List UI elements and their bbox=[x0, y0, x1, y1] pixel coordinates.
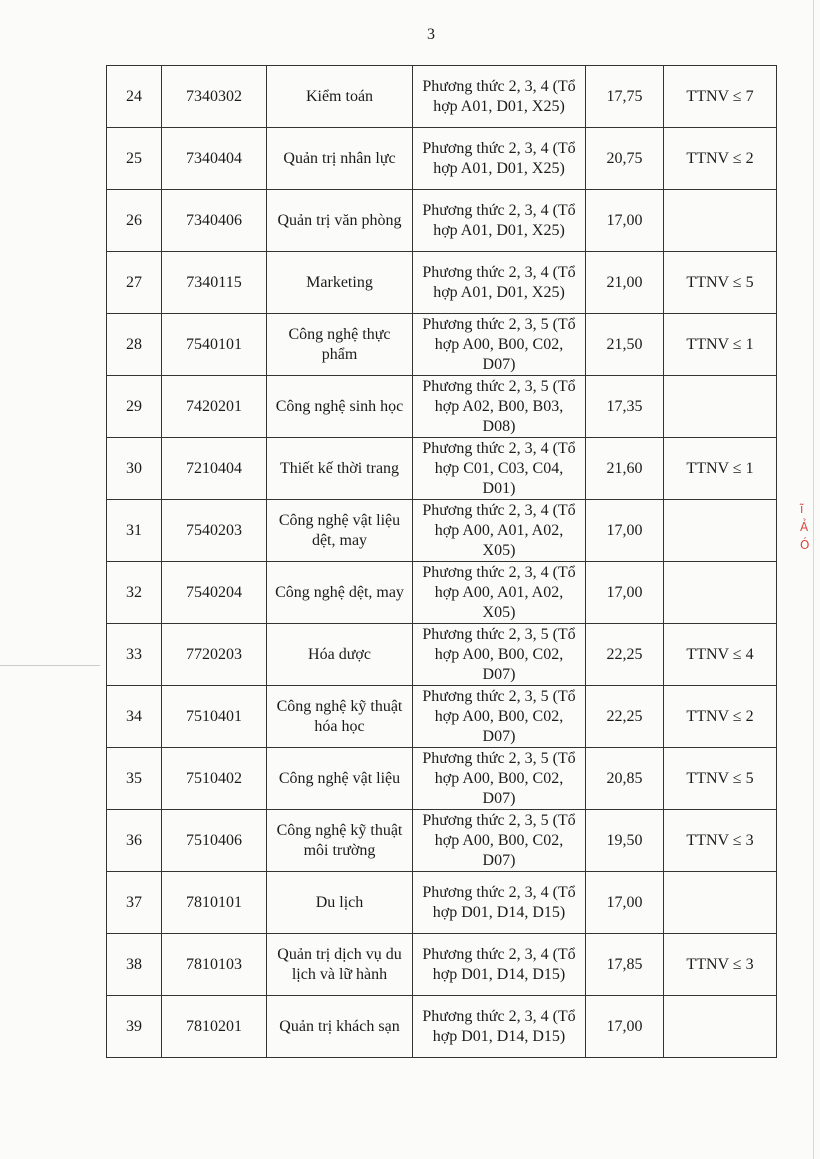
major-code-cell: 7340406 bbox=[162, 190, 267, 252]
major-name-cell: Quản trị nhân lực bbox=[267, 128, 413, 190]
row-number-cell: 37 bbox=[107, 872, 162, 934]
table-row bbox=[107, 996, 777, 1058]
major-name-cell: Du lịch bbox=[267, 872, 413, 934]
table-row bbox=[107, 934, 777, 996]
priority-note-cell: TTNV ≤ 1 bbox=[664, 438, 777, 500]
major-code-cell: 7510401 bbox=[162, 686, 267, 748]
row-number-cell: 28 bbox=[107, 314, 162, 376]
priority-note-cell bbox=[664, 376, 777, 438]
admission-method-cell: Phương thức 2, 3, 5 (Tổ hợp A00, B00, C02, D07) bbox=[413, 686, 586, 748]
major-name-cell: Kiểm toán bbox=[267, 66, 413, 128]
priority-note-cell bbox=[664, 872, 777, 934]
admission-method-cell: Phương thức 2, 3, 5 (Tổ hợp A00, B00, C02, D07) bbox=[413, 314, 586, 376]
row-number-cell: 31 bbox=[107, 500, 162, 562]
admission-method-cell: Phương thức 2, 3, 4 (Tổ hợp C01, C03, C04, D01) bbox=[413, 438, 586, 500]
cutoff-score-cell: 17,35 bbox=[586, 376, 664, 438]
priority-note-cell: TTNV ≤ 2 bbox=[664, 128, 777, 190]
major-code-cell: 7510406 bbox=[162, 810, 267, 872]
admission-method-cell: Phương thức 2, 3, 4 (Tổ hợp D01, D14, D15) bbox=[413, 996, 586, 1058]
priority-note-cell bbox=[664, 562, 777, 624]
major-name-cell: Công nghệ kỹ thuật hóa học bbox=[267, 686, 413, 748]
cutoff-score-cell: 17,00 bbox=[586, 872, 664, 934]
row-number-cell: 32 bbox=[107, 562, 162, 624]
major-code-cell: 7540101 bbox=[162, 314, 267, 376]
table-row bbox=[107, 872, 777, 934]
major-name-cell: Quản trị văn phòng bbox=[267, 190, 413, 252]
table-row bbox=[107, 376, 777, 438]
major-name-cell: Thiết kế thời trang bbox=[267, 438, 413, 500]
cutoff-score-cell: 20,75 bbox=[586, 128, 664, 190]
table-row bbox=[107, 190, 777, 252]
table-row bbox=[107, 252, 777, 314]
priority-note-cell: TTNV ≤ 2 bbox=[664, 686, 777, 748]
major-code-cell: 7340302 bbox=[162, 66, 267, 128]
admission-method-cell: Phương thức 2, 3, 5 (Tổ hợp A00, B00, C02, D07) bbox=[413, 748, 586, 810]
major-code-cell: 7720203 bbox=[162, 624, 267, 686]
row-number-cell: 29 bbox=[107, 376, 162, 438]
admission-method-cell: Phương thức 2, 3, 4 (Tổ hợp A01, D01, X25) bbox=[413, 190, 586, 252]
scan-fold-line bbox=[0, 665, 100, 666]
row-number-cell: 36 bbox=[107, 810, 162, 872]
row-number-cell: 34 bbox=[107, 686, 162, 748]
cutoff-score-cell: 17,75 bbox=[586, 66, 664, 128]
admission-method-cell: Phương thức 2, 3, 4 (Tổ hợp A01, D01, X25) bbox=[413, 66, 586, 128]
row-number-cell: 39 bbox=[107, 996, 162, 1058]
major-name-cell: Quản trị khách sạn bbox=[267, 996, 413, 1058]
admission-method-cell: Phương thức 2, 3, 4 (Tổ hợp D01, D14, D15) bbox=[413, 934, 586, 996]
priority-note-cell bbox=[664, 996, 777, 1058]
priority-note-cell bbox=[664, 500, 777, 562]
major-code-cell: 7510402 bbox=[162, 748, 267, 810]
cutoff-score-cell: 21,50 bbox=[586, 314, 664, 376]
table-row bbox=[107, 314, 777, 376]
table-row bbox=[107, 66, 777, 128]
priority-note-cell bbox=[664, 190, 777, 252]
major-name-cell: Công nghệ dệt, may bbox=[267, 562, 413, 624]
row-number-cell: 25 bbox=[107, 128, 162, 190]
priority-note-cell: TTNV ≤ 4 bbox=[664, 624, 777, 686]
priority-note-cell: TTNV ≤ 3 bbox=[664, 934, 777, 996]
table-row bbox=[107, 686, 777, 748]
major-code-cell: 7810103 bbox=[162, 934, 267, 996]
admission-method-cell: Phương thức 2, 3, 5 (Tổ hợp A00, B00, C02, D07) bbox=[413, 624, 586, 686]
priority-note-cell: TTNV ≤ 5 bbox=[664, 748, 777, 810]
row-number-cell: 24 bbox=[107, 66, 162, 128]
cutoff-score-cell: 17,85 bbox=[586, 934, 664, 996]
major-code-cell: 7810101 bbox=[162, 872, 267, 934]
cutoff-score-cell: 17,00 bbox=[586, 562, 664, 624]
row-number-cell: 27 bbox=[107, 252, 162, 314]
major-code-cell: 7540204 bbox=[162, 562, 267, 624]
major-name-cell: Công nghệ vật liệu bbox=[267, 748, 413, 810]
major-code-cell: 7420201 bbox=[162, 376, 267, 438]
table-row bbox=[107, 438, 777, 500]
major-name-cell: Marketing bbox=[267, 252, 413, 314]
priority-note-cell: TTNV ≤ 3 bbox=[664, 810, 777, 872]
priority-note-cell: TTNV ≤ 7 bbox=[664, 66, 777, 128]
major-name-cell: Công nghệ thực phẩm bbox=[267, 314, 413, 376]
red-stamp-fragment: ĩ Ả Ó bbox=[800, 502, 810, 552]
cutoff-score-cell: 17,00 bbox=[586, 500, 664, 562]
major-name-cell: Quản trị dịch vụ du lịch và lữ hành bbox=[267, 934, 413, 996]
admission-method-cell: Phương thức 2, 3, 4 (Tổ hợp D01, D14, D15) bbox=[413, 872, 586, 934]
priority-note-cell: TTNV ≤ 1 bbox=[664, 314, 777, 376]
major-code-cell: 7810201 bbox=[162, 996, 267, 1058]
cutoff-score-cell: 21,60 bbox=[586, 438, 664, 500]
page-number: 3 bbox=[427, 26, 435, 43]
major-code-cell: 7210404 bbox=[162, 438, 267, 500]
row-number-cell: 35 bbox=[107, 748, 162, 810]
admission-score-table bbox=[106, 65, 777, 1058]
table-row bbox=[107, 562, 777, 624]
row-number-cell: 26 bbox=[107, 190, 162, 252]
major-code-cell: 7540203 bbox=[162, 500, 267, 562]
major-code-cell: 7340404 bbox=[162, 128, 267, 190]
major-code-cell: 7340115 bbox=[162, 252, 267, 314]
major-name-cell: Công nghệ vật liệu dệt, may bbox=[267, 500, 413, 562]
admission-method-cell: Phương thức 2, 3, 4 (Tổ hợp A00, A01, A02, X05) bbox=[413, 500, 586, 562]
cutoff-score-cell: 17,00 bbox=[586, 996, 664, 1058]
table-row bbox=[107, 810, 777, 872]
cutoff-score-cell: 20,85 bbox=[586, 748, 664, 810]
cutoff-score-cell: 22,25 bbox=[586, 686, 664, 748]
table-row bbox=[107, 748, 777, 810]
admission-method-cell: Phương thức 2, 3, 5 (Tổ hợp A00, B00, C02, D07) bbox=[413, 810, 586, 872]
row-number-cell: 30 bbox=[107, 438, 162, 500]
table-row bbox=[107, 128, 777, 190]
cutoff-score-cell: 21,00 bbox=[586, 252, 664, 314]
admission-method-cell: Phương thức 2, 3, 4 (Tổ hợp A00, A01, A02, X05) bbox=[413, 562, 586, 624]
priority-note-cell: TTNV ≤ 5 bbox=[664, 252, 777, 314]
page-edge bbox=[813, 0, 814, 1159]
cutoff-score-cell: 22,25 bbox=[586, 624, 664, 686]
row-number-cell: 38 bbox=[107, 934, 162, 996]
cutoff-score-cell: 19,50 bbox=[586, 810, 664, 872]
major-name-cell: Hóa dược bbox=[267, 624, 413, 686]
major-name-cell: Công nghệ kỹ thuật môi trường bbox=[267, 810, 413, 872]
table-row bbox=[107, 624, 777, 686]
table-row bbox=[107, 500, 777, 562]
admission-method-cell: Phương thức 2, 3, 4 (Tổ hợp A01, D01, X25) bbox=[413, 128, 586, 190]
admission-method-cell: Phương thức 2, 3, 5 (Tổ hợp A02, B00, B03, D08) bbox=[413, 376, 586, 438]
cutoff-score-cell: 17,00 bbox=[586, 190, 664, 252]
row-number-cell: 33 bbox=[107, 624, 162, 686]
major-name-cell: Công nghệ sinh học bbox=[267, 376, 413, 438]
admission-method-cell: Phương thức 2, 3, 4 (Tổ hợp A01, D01, X25) bbox=[413, 252, 586, 314]
